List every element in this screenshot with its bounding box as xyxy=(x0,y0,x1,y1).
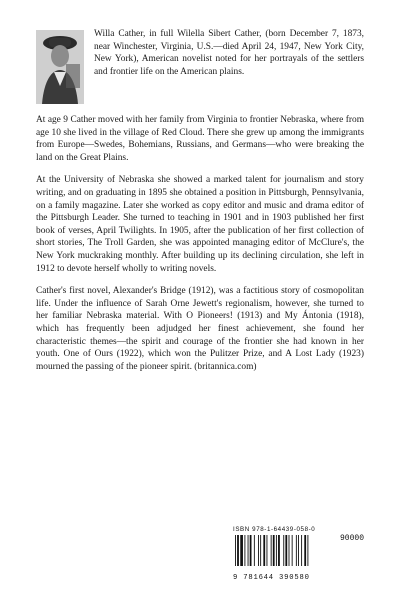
bio-paragraph-early-life: At age 9 Cather moved with her family from Virginia to frontier Nebraska, where from age 10 she lived in the village of Red Cloud. There she grew up among the immigrants from Europe—Swedes, Bohemians, Russians, and Germans—who were breaking the land on the Great Plains. xyxy=(36,115,364,163)
barcode-bars xyxy=(233,535,364,573)
bio-paragraph-novels: Cather's first novel, Alexander's Bridge (1912), was a factitious story of cosmopolitan life. Under the influence of Sarah Orne Jewett's regionalism, however, she turned to her familiar Nebraska material. With O Pioneers! (1913) and My Ántonia (1918), which has frequently been adjudged her finest achievement, she found her characteristic themes—the spirit and courage of the frontier she had known in her youth. One of Ours (1922), which won the Pulitzer Prize, and A Lost Lady (1923) mourned the passing of the pioneer spirit. (britannica.com) xyxy=(36,286,364,372)
author-portrait xyxy=(36,30,84,104)
intro-text: Willa Cather, in full Wilella Sibert Cather, (born December 7, 1873, near Winchester, Virginia, U.S.—died April 24, 1947, New York City, New York), American novelist noted for her portrayals of the settlers and frontier life on the American plains. xyxy=(94,29,364,77)
intro-block xyxy=(36,28,364,104)
ean-digits: 9 781644 390580 xyxy=(233,574,310,582)
isbn-text: ISBN 978-1-64439-058-0 xyxy=(233,526,316,533)
bio-paragraph-career: At the University of Nebraska she showed a marked talent for journalism and story writing, and on graduating in 1895 she obtained a position in Pittsburgh, Pennsylvania, on a family magazine. Later she worked as copy editor and music and drama editor of the Pittsburgh Leader. She turned to teaching in 1901 and in 1903 published her first book of verses, April Twilights. In 1905, after the publication of her first collection of short stories, The Troll Garden, she was appointed managing editor of McClure's, the New York muckraking monthly. After building up its declining circulation, she left in 1912 to devote herself wholly to writing novels. xyxy=(36,175,364,274)
price-code: 90000 xyxy=(339,534,364,543)
barcode-block xyxy=(233,526,364,581)
